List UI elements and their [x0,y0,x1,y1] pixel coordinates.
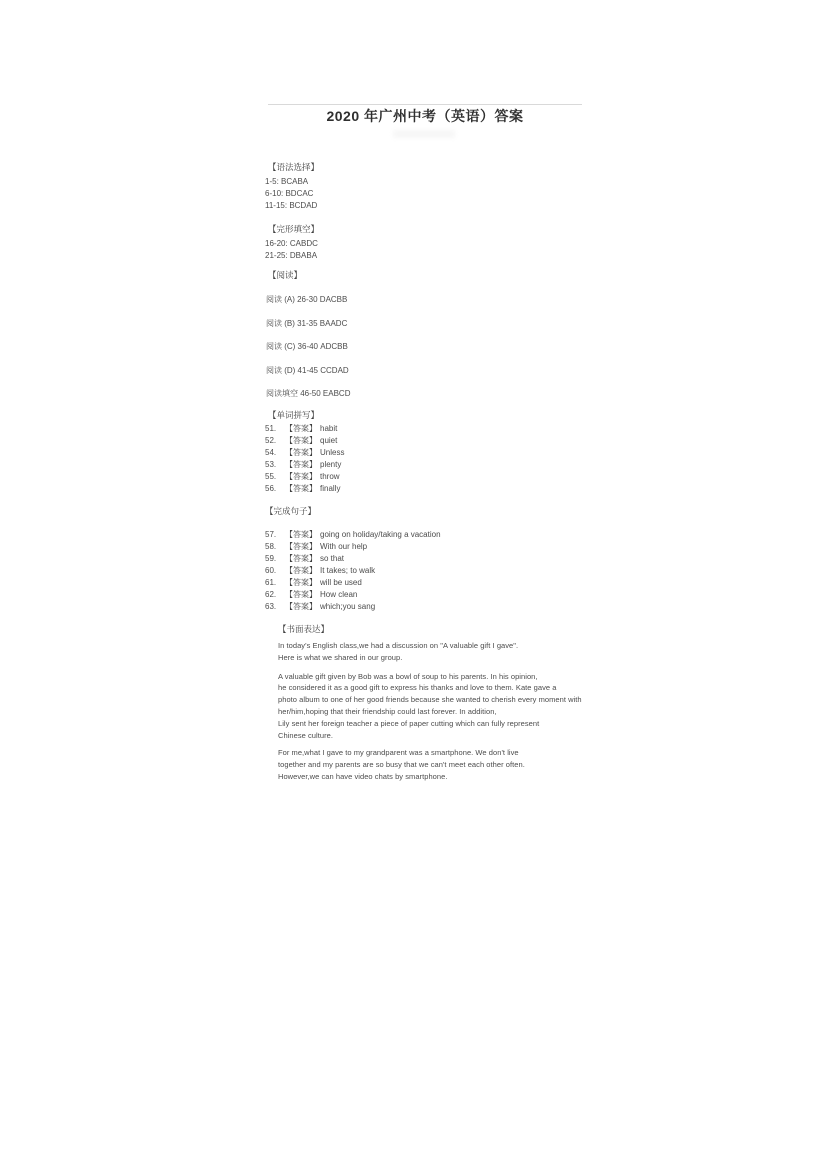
answer-text: so that [320,554,345,563]
section-heading: 【书面表达】 [278,624,330,634]
answer-line: 11-15: BCDAD [265,201,318,210]
section-heading: 【完成句子】 [265,506,317,516]
answer-label: 【答案】 [285,542,317,551]
answer-label: 【答案】 [285,590,317,599]
essay-line: he considered it as a good gift to express his thanks and love to them. Kate gave a [278,683,557,693]
answer-line: 6-10: BDCAC [265,189,314,198]
section-complete-sentences [265,505,441,613]
answer-text: will be used [320,578,362,587]
answer-text: finally [320,484,341,493]
section-reading [266,269,350,412]
item-number: 57. [265,530,277,539]
section-heading: 【单词拼写】 [268,410,320,420]
essay-line: In today's English class,we had a discussion on "A valuable gift I gave". [278,641,519,650]
answer-label: 【答案】 [285,578,317,587]
numbered-answer-row [265,601,441,613]
faint-watermark [393,130,455,138]
numbered-answer-row [265,553,441,565]
answer-text: plenty [320,460,342,469]
answer-label: 【答案】 [285,554,317,563]
section-heading: 【语法选择】 [268,162,320,172]
essay-line: photo album to one of her good friends because she wanted to cherish every moment with [278,695,582,705]
item-number: 60. [265,566,277,575]
answer-label: 【答案】 [285,484,317,493]
item-number: 56. [265,484,277,493]
answer-text: With our help [320,542,368,551]
item-number: 61. [265,578,277,587]
section-written-expression [278,623,582,783]
numbered-answer-row [265,471,344,483]
essay-line: her/him,hoping that their friendship could last forever. In addition, [278,706,497,716]
answer-line: 1-5: BCABA [265,177,309,186]
answer-line: 16-20: CABDC [265,239,318,248]
numbered-answer-row [265,577,441,589]
essay-paragraph [278,671,582,742]
answer-line: 阅读 (C) 36-40 ADCBB [266,342,348,351]
item-number: 54. [265,448,277,457]
answer-text: going on holiday/taking a vacation [320,530,441,539]
answer-label: 【答案】 [285,530,317,539]
answer-line: 阅读 (B) 31-35 BAADC [266,318,348,328]
answer-label: 【答案】 [285,424,317,433]
answer-text: Unless [320,448,345,457]
section-word-spelling [265,409,344,495]
answer-label: 【答案】 [285,602,317,611]
numbered-answer-row [265,529,441,541]
numbered-answer-row [265,483,344,495]
essay-line: Chinese culture. [278,730,333,740]
section-cloze [265,223,319,262]
essay-line: However,we can have video chats by smartphone. [278,771,448,781]
numbered-answer-row [265,589,441,601]
numbered-answer-row [265,565,441,577]
section-heading: 【阅读】 [268,270,303,280]
numbered-answer-row [265,435,344,447]
answer-label: 【答案】 [285,566,317,575]
essay-line: Lily sent her foreign teacher a piece of paper cutting which can fully represent [278,718,540,728]
answer-label: 【答案】 [285,448,317,457]
essay-line: together and my parents are so busy that we can't meet each other often. [278,760,525,770]
essay-paragraph [278,747,578,782]
item-number: 62. [265,590,277,599]
answer-line: 阅读 (D) 41-45 CCDAD [266,365,349,375]
answer-text: throw [320,472,340,481]
item-number: 58. [265,542,277,551]
essay-line: A valuable gift given by Bob was a bowl of soup to his parents. In his opinion, [278,671,538,681]
section-grammar-choice [265,161,319,212]
item-number: 52. [265,436,277,445]
answer-text: How clean [320,590,358,599]
section-heading: 【完形填空】 [268,224,320,234]
answer-line: 阅读 (A) 26-30 DACBB [266,295,348,304]
item-number: 51. [265,424,277,433]
item-number: 53. [265,460,277,469]
item-number: 59. [265,554,277,563]
numbered-answer-row [265,541,441,553]
essay-line: Here is what we shared in our group. [278,652,403,662]
numbered-answer-row [265,423,344,435]
numbered-answer-row [265,459,344,471]
answer-label: 【答案】 [285,436,317,445]
answer-text: habit [320,424,338,433]
page-title: 2020 年广州中考（英语）答案 [326,108,524,124]
answer-text: which;you sang [320,602,376,611]
answer-text: It takes; to walk [320,566,376,575]
numbered-answer-row [265,447,344,459]
item-number: 63. [265,602,277,611]
essay-line: For me,what I gave to my grandparent was a smartphone. We don't live [278,748,519,758]
answer-line: 21-25: DBABA [265,251,318,260]
item-number: 55. [265,472,277,481]
essay-paragraph [278,640,578,664]
answer-label: 【答案】 [285,472,317,481]
top-divider [268,104,582,105]
answer-line: 阅读填空 46-50 EABCD [266,389,351,398]
answer-text: quiet [320,436,338,445]
answer-label: 【答案】 [285,460,317,469]
